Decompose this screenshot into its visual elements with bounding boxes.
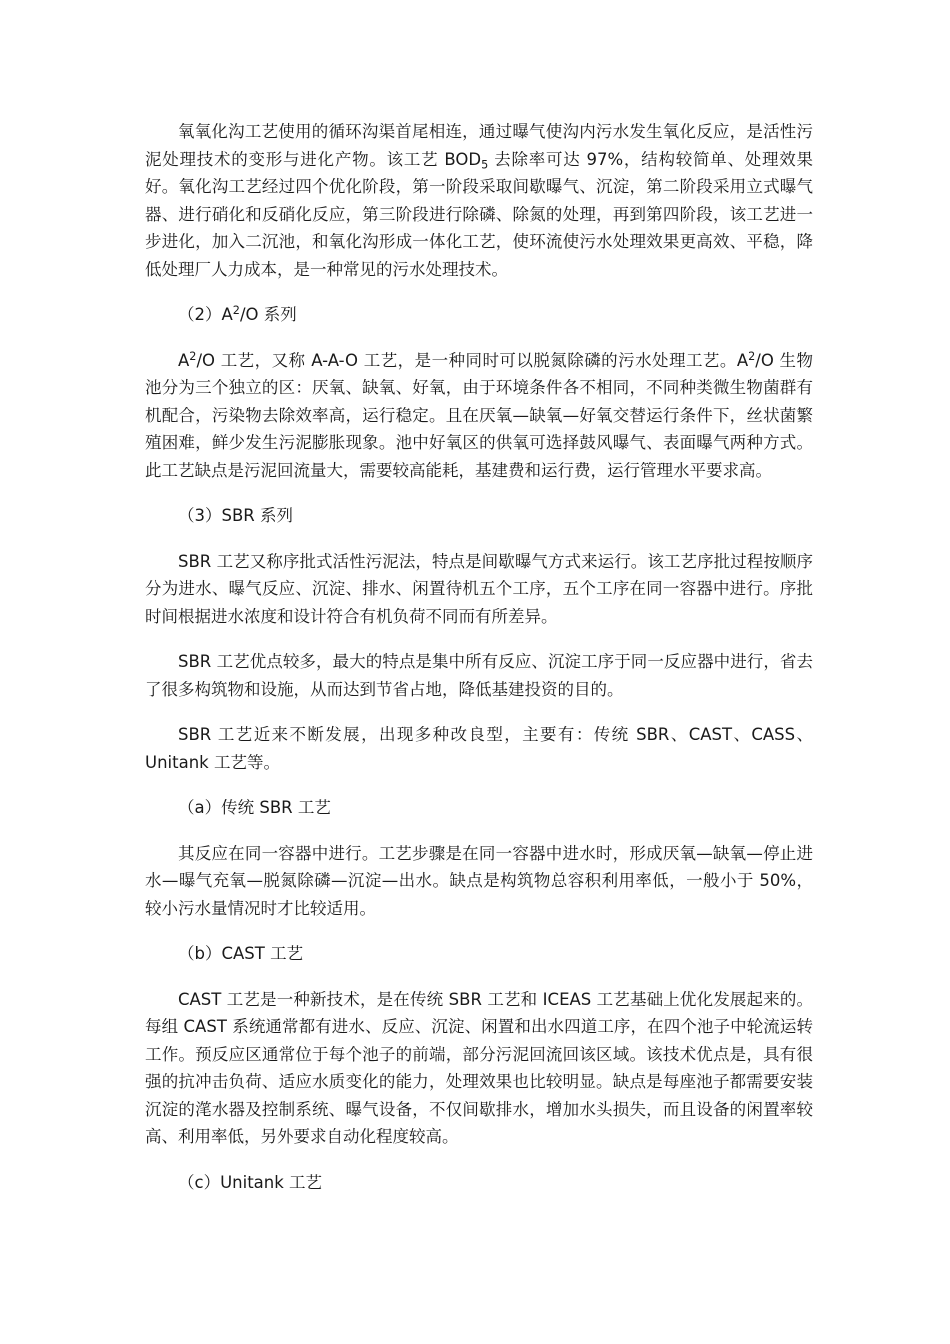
paragraph-oxidation-ditch: 氧氧化沟工艺使用的循环沟渠首尾相连，通过曝气使沟内污水发生氧化反应，是活性污泥处理技术的变形与进化产物。该工艺 $BOD_5$ 去除率可达 97%，结构较简单、处理效果好。氧化沟工艺经过四个优化阶段，第一阶段采取间歇曝气、沉淀，第二阶段采用立式曝气器、进行硝化和反硝化反应，第三阶段进行除磷、除氮的处理，再到第四阶段，该工艺进一步进化，加入二沉池，和氧化沟形成一体化工艺，使环流使污水处理效果更高效、平稳，降低处理厂人力成本，是一种常见的污水处理技术。 <box>145 122 813 279</box>
heading-a2o-series: $(2)A^2/O$ 系列 <box>178 303 297 324</box>
paragraph-sbr-advantages: SBR 工艺优点较多，最大的特点是集中所有反应、沉淀工序于同一反应器中进行，省去了很多构筑物和设施，从而达到节省占地，降低基建投资的目的。 <box>145 652 813 699</box>
heading-traditional-sbr: （a）传统 SBR 工艺 <box>178 798 331 817</box>
paragraph-sbr-variants: SBR 工艺近来不断发展，出现多种改良型，主要有：传统 SBR、CAST、CASS、Unitank 工艺等。 <box>145 725 813 772</box>
heading-cast: （b）CAST 工艺 <box>178 944 304 963</box>
heading-unitank: （c）Unitank 工艺 <box>178 1172 323 1192</box>
document-page <box>145 118 813 1214</box>
paragraph-traditional-sbr: 其反应在同一容器中进行。工艺步骤是在同一容器中进水时，形成厌氧—缺氧—停止进水—曝气充氧—脱氮除磷—沉淀—出水。缺点是构筑物总容积利用率低，一般小于 50%，较小污水量情况时才比较适用。 <box>145 843 813 918</box>
paragraph-cast: CAST 工艺是一种新技术，是在传统 SBR 工艺和 ICEAS 工艺基础上优化发展起来的。每组 CAST 系统通常都有进水、反应、沉淀、闲置和出水四道工序，在四个池子中轮流运转工作。预反应区通常位于每个池子的前端，部分污泥回流回该区域。该技术优点是，具有很强的抗冲击负荷、适应水质变化的能力，处理效果也比较明显。缺点是每座池子都需要安装沉淀的滗水器及控制系统、曝气设备，不仅间歇排水，增加水头损失，而且设备的闲置率较高、利用率低，另外要求自动化程度较高。 <box>145 989 813 1146</box>
paragraph-sbr-intro: SBR 工艺又称序批式活性污泥法，特点是间歇曝气方式来运行。该工艺序批过程按顺序分为进水、曝气反应、沉淀、排水、闲置待机五个工序，五个工序在同一容器中进行。序批时间根据进水浓度和设计符合有机负荷不同而有所差异。 <box>145 551 813 626</box>
paragraph-a2o: $A^2/O$ 工艺，又称 A-A-O 工艺，是一种同时可以脱氮除磷的污水处理工艺。$A^2/O$ 生物池分为三个独立的区：厌氧、缺氧、好氧，由于环境条件各不相同，不同种类微生物菌群有机配合，污染物去除效率高，运行稳定。且在厌氧—缺氧—好氧交替运行条件下，丝状菌繁殖困难，鲜少发生污泥膨胀现象。池中好氧区的供氧可选择鼓风曝气、表面曝气两种方式。此工艺缺点是污泥回流量大，需要较高能耗，基建费和运行费，运行管理水平要求高。 <box>145 349 813 480</box>
heading-sbr-series: （3）SBR 系列 <box>178 506 294 525</box>
